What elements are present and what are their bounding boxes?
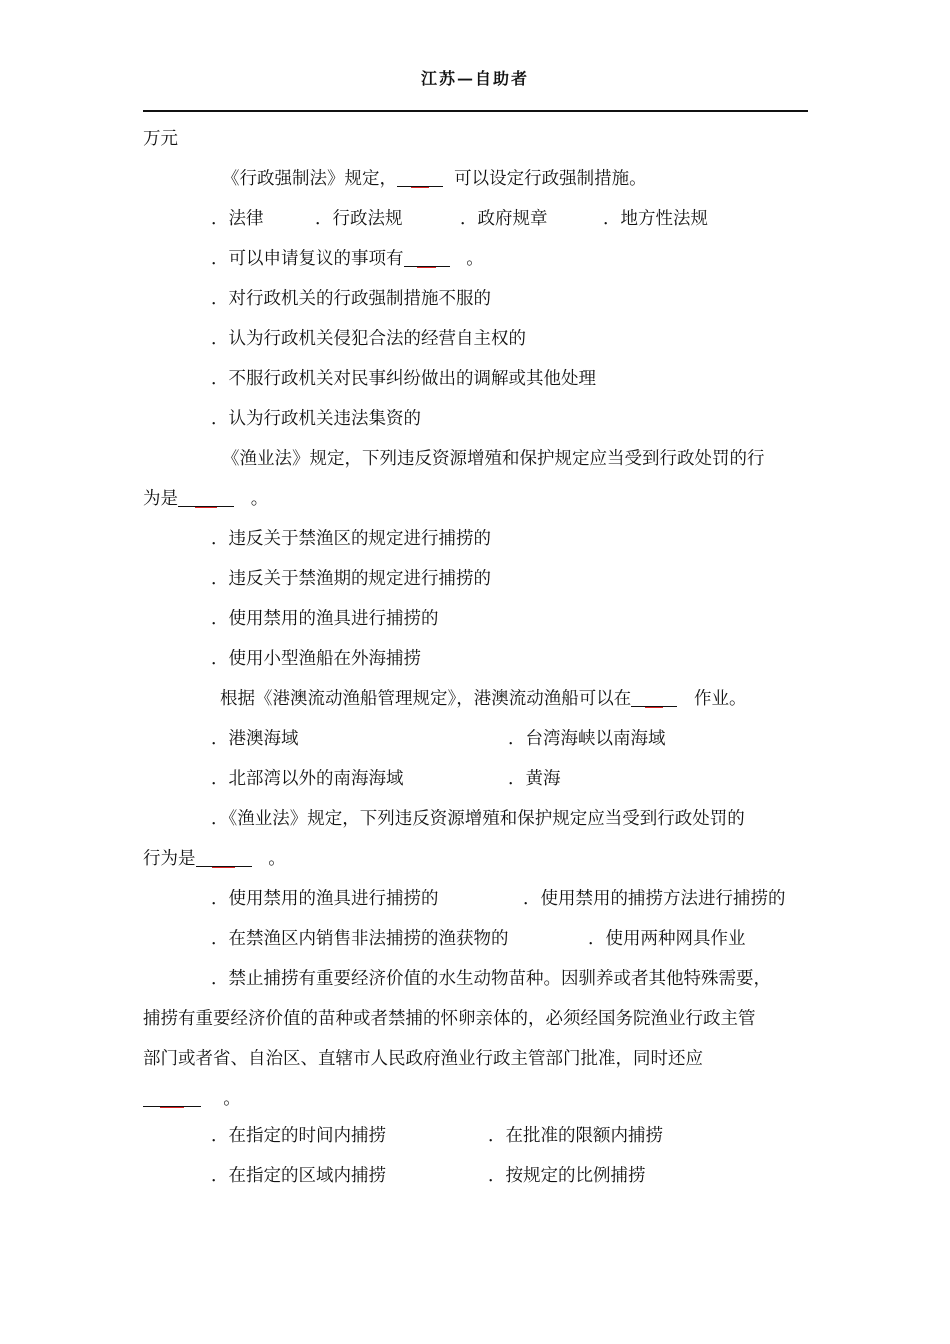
- question-text: ．可以申请复议的事项有: [211, 249, 404, 269]
- question-3-line-2: [143, 484, 268, 514]
- question-6-line-1: ．禁止捕捞有重要经济价值的水生动物苗种。因驯养或者其他特殊需要，: [211, 969, 771, 989]
- option-d: ．黄海: [508, 769, 561, 789]
- question-text: 。: [223, 1089, 241, 1109]
- option-a: ．使用禁用的渔具进行捕捞的: [211, 889, 439, 909]
- question-5-line-2: [143, 844, 286, 874]
- answer-blank: [196, 847, 252, 867]
- question-3-line-1: 《渔业法》规定，下列违反资源增殖和保护规定应当受到行政处罚的行: [222, 449, 765, 469]
- option-d: ．地方性法规: [603, 209, 708, 229]
- question-2: [211, 244, 484, 274]
- answer-blank: [397, 167, 443, 187]
- question-6-line-3: 部门或者省、自治区、直辖市人民政府渔业行政主管部门批准，同时还应: [143, 1049, 703, 1069]
- answer-blank: [404, 247, 450, 267]
- question-text: 。: [268, 849, 286, 869]
- option-b: ．行政法规: [315, 209, 403, 229]
- question-text: 。: [466, 249, 484, 269]
- option-b: ．使用禁用的捕捞方法进行捕捞的: [523, 889, 786, 909]
- question-text: 。: [250, 489, 269, 509]
- option-d: ．按规定的比例捕捞: [488, 1166, 646, 1186]
- question-5-line-1: ．《渔业法》规定，下列违反资源增殖和保护规定应当受到行政处罚的: [211, 809, 745, 829]
- page-header-title: 江苏—自助者: [420, 69, 529, 88]
- answer-blank: [631, 687, 677, 707]
- option-c: ．使用禁用的渔具进行捕捞的: [211, 609, 439, 629]
- question-6-line-2: 捕捞有重要经济价值的苗种或者禁捕的怀卵亲体的，必须经国务院渔业行政主管: [143, 1009, 756, 1029]
- question-6-line-4: [143, 1084, 241, 1114]
- answer-blank: [143, 1087, 201, 1107]
- text-line: 万元: [143, 129, 178, 149]
- option-a: ．对行政机关的行政强制措施不服的: [211, 289, 491, 309]
- option-b: ．违反关于禁渔期的规定进行捕捞的: [211, 569, 491, 589]
- question-4: [220, 684, 746, 714]
- option-d: ．认为行政机关违法集资的: [211, 409, 421, 429]
- header-divider: [143, 110, 808, 112]
- option-c: ．不服行政机关对民事纠纷做出的调解或其他处理: [211, 369, 596, 389]
- option-a: ．违反关于禁渔区的规定进行捕捞的: [211, 529, 491, 549]
- option-c: ．在指定的区域内捕捞: [211, 1166, 386, 1186]
- question-text: 作业。: [693, 689, 747, 709]
- option-d: ．使用两种网具作业: [588, 929, 746, 949]
- question-text: 根据《港澳流动渔船管理规定》，港澳流动渔船可以在: [220, 689, 632, 709]
- question-1: [222, 164, 647, 194]
- question-text: 《行政强制法》规定，: [222, 169, 397, 189]
- option-c: ．北部湾以外的南海海域: [211, 769, 404, 789]
- option-b: ．在批准的限额内捕捞: [488, 1126, 663, 1146]
- option-c: ．在禁渔区内销售非法捕捞的渔获物的: [211, 929, 509, 949]
- option-c: ．政府规章: [460, 209, 548, 229]
- question-text: 行为是: [143, 849, 196, 869]
- option-b: ．台湾海峡以南海域: [508, 729, 666, 749]
- option-a: ．在指定的时间内捕捞: [211, 1126, 386, 1146]
- option-a: ．法律: [211, 209, 264, 229]
- option-a: ．港澳海域: [211, 729, 299, 749]
- option-d: ．使用小型渔船在外海捕捞: [211, 649, 421, 669]
- option-b: ．认为行政机关侵犯合法的经营自主权的: [211, 329, 526, 349]
- answer-blank: [178, 487, 234, 507]
- question-text: 为是: [143, 489, 178, 509]
- question-text: 可以设定行政强制措施。: [454, 169, 647, 189]
